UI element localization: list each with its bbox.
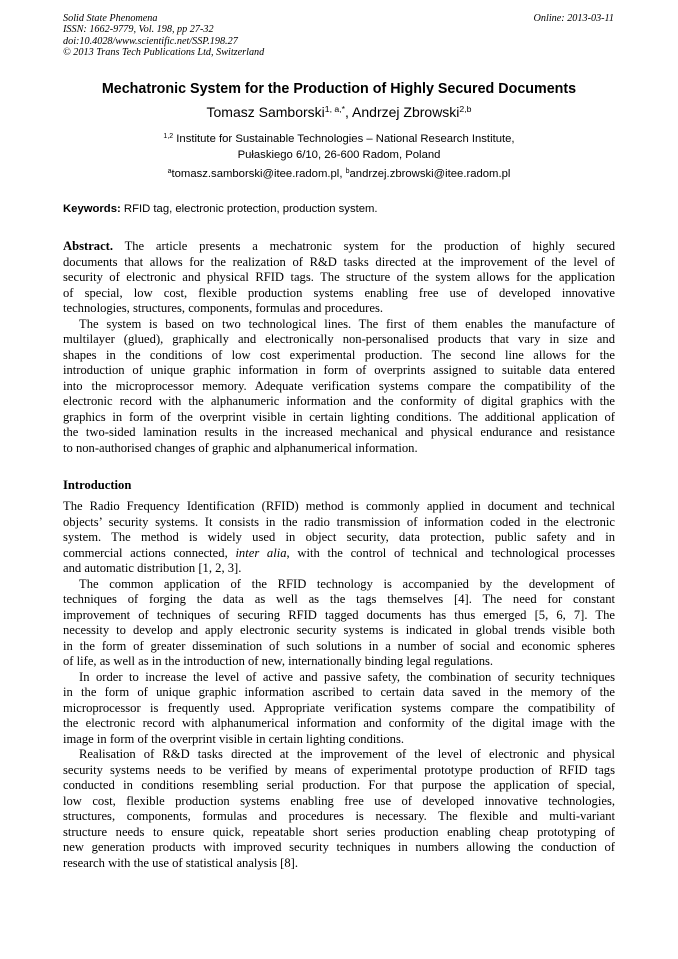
email-separator: ,	[339, 168, 346, 180]
online-date: Online: 2013-03-11	[533, 13, 614, 24]
intro-line: security systems needs to be verified by means of experimental prototype production of RFID tags	[63, 762, 615, 777]
intro-text: commercial actions connected,	[63, 545, 236, 560]
intro-line: image in form of the overprint visible in certain lighting conditions.	[63, 731, 405, 746]
paper-title: Mechatronic System for the Production of Highly Secured Documents	[101, 81, 577, 97]
abstract-line: The system is based on two technological lines. The first of them enables the manufacture of	[79, 316, 615, 331]
intro-line: system. The method is widely used in object security, data protection, public safety and in	[63, 530, 615, 544]
author-name: Andrzej Zbrowski	[352, 104, 460, 120]
intro-line: necessity to develop and apply electronic security systems is indicated in global trends visible both	[63, 623, 615, 637]
affiliation	[63, 132, 615, 163]
abstract-line: documents that allows for the realization of R&D tasks directed at the improvement of the level of	[63, 254, 615, 269]
abstract-line: graphics in form of the overprint visible in certain lighting conditions. The additional application of	[63, 409, 615, 424]
abstract-line: shapes in the conditions of low cost experimental production. The second line allows for the	[63, 347, 615, 362]
affiliation-institute: Institute for Sustainable Technologies – National Research Institute,	[173, 133, 515, 145]
keywords-text: RFID tag, electronic protection, production system.	[120, 203, 378, 215]
author-emails	[63, 167, 615, 182]
author-name: Tomasz Samborski	[206, 104, 325, 120]
abstract-line: to non-authorised changes of graphic and alphanumerical information.	[63, 440, 418, 455]
author-affiliation-mark: 2,b	[459, 104, 472, 115]
intro-line	[63, 546, 615, 562]
intro-line: improvement of techniques of securing RFID tagged documents has thus emerged [5, 6, 7]. The	[63, 607, 615, 622]
intro-line: In order to increase the level of active and passive safety, the combination of security techniques	[79, 669, 615, 684]
journal-doi: doi:10.4028/www.scientific.net/SSP.198.27	[63, 35, 238, 47]
intro-line: The Radio Frequency Identification (RFID) method is commonly applied in document and technical	[63, 499, 615, 513]
abstract-text: The article presents a mechatronic system for the production of highly secured	[113, 239, 615, 253]
intro-line: objects’ security systems. It consists in the radio transmission of information coded in the electronic	[63, 514, 615, 529]
intro-line: the electronic record with alphanumerical information and conformity of the digital image with the	[63, 716, 615, 730]
intro-italic-phrase: inter alia	[235, 545, 287, 560]
author-list	[63, 103, 615, 121]
email-link[interactable]: andrzej.zbrowski@itee.radom.pl	[349, 168, 511, 180]
intro-line: new generation products with improved security techniques in numbers allowing the conduction of	[63, 840, 615, 854]
keywords	[63, 202, 615, 217]
abstract	[63, 239, 615, 456]
intro-line: of life, as well as in the introduction of new, internationally binding legal regulations.	[63, 654, 494, 668]
author-separator: ,	[345, 104, 353, 120]
journal-name: Solid State Phenomena	[63, 13, 158, 24]
intro-line: structures, components, formulas and procedures is necessary. The flexible and multi-variant	[63, 809, 615, 823]
intro-line: microprocessor is frequently used. Appropriate verification systems compare the compatibility of	[63, 700, 615, 715]
affiliation-address: Pułaskiego 6/10, 26-600 Radom, Poland	[237, 148, 441, 161]
email-link[interactable]: tomasz.samborski@itee.radom.pl	[171, 168, 340, 180]
abstract-line: technologies, structures, components, formulas and procedures.	[63, 301, 384, 315]
affiliation-mark: 1,2	[163, 133, 174, 141]
intro-line: The common application of the RFID technology is accompanied by the development of	[79, 576, 615, 591]
section-heading-introduction: Introduction	[63, 478, 132, 492]
intro-line: conducted in conditions resembling serial production. For that purpose the application of special,	[63, 778, 615, 792]
author-affiliation-mark: 1, a,*	[324, 104, 346, 115]
journal-header	[63, 13, 264, 59]
abstract-line: into the microprocessor memory. Adequate verification systems compare the compatibility of the	[63, 378, 615, 393]
abstract-line: of special, low cost, flexible production systems enabling free use of developed innovative	[63, 285, 615, 300]
intro-line: techniques of forging the data as well as the tags themselves [4]. The need for constant	[63, 592, 615, 606]
abstract-label: Abstract.	[63, 239, 114, 253]
journal-copyright: © 2013 Trans Tech Publications Ltd, Switzerland	[63, 47, 265, 59]
intro-text: , with the control of technical and technological processes	[286, 545, 615, 560]
intro-line: and automatic distribution [1, 2, 3].	[63, 561, 242, 575]
abstract-line: introduction of unique graphic information in form of overprints assigned to suitable data entered	[63, 363, 615, 377]
introduction-body	[63, 499, 615, 871]
affiliation-line	[63, 132, 615, 148]
abstract-line: the two-sided lamination results in the increased mechanical and physical endurance and resistance	[63, 425, 615, 439]
intro-line: Realisation of R&D tasks directed at the improvement of the level of electronic and physical	[79, 747, 615, 761]
journal-issn: ISSN: 1662-9779, Vol. 198, pp 27-32	[63, 24, 214, 36]
abstract-line: electronic record with the alphanumeric information and the conformity of digital graphics with the	[63, 394, 615, 408]
abstract-line: multilayer (glued), graphically and electronically non-personalised products that vary in size and	[63, 332, 615, 346]
email-mark: b	[345, 168, 350, 176]
keywords-label: Keywords:	[63, 203, 121, 215]
intro-line: in the form of unique graphic information ascribed to certain data saved in the memory of the	[63, 685, 615, 699]
intro-line: low cost, flexible production systems enabling free use of developed innovative technologies,	[63, 793, 615, 808]
intro-line: structure needs to ensure quick, repeatable short series production enabling cheap prototyping of	[63, 824, 615, 839]
abstract-line	[63, 239, 615, 255]
intro-line: in the form of greater dissemination of such solutions in a number of social and economic spheres	[63, 638, 615, 653]
email-mark: a	[167, 168, 172, 176]
intro-line: research with the use of statistical analysis [8].	[63, 855, 299, 870]
abstract-line: security of electronic and physical RFID tags. The structure of the system allows for the application	[63, 270, 615, 284]
